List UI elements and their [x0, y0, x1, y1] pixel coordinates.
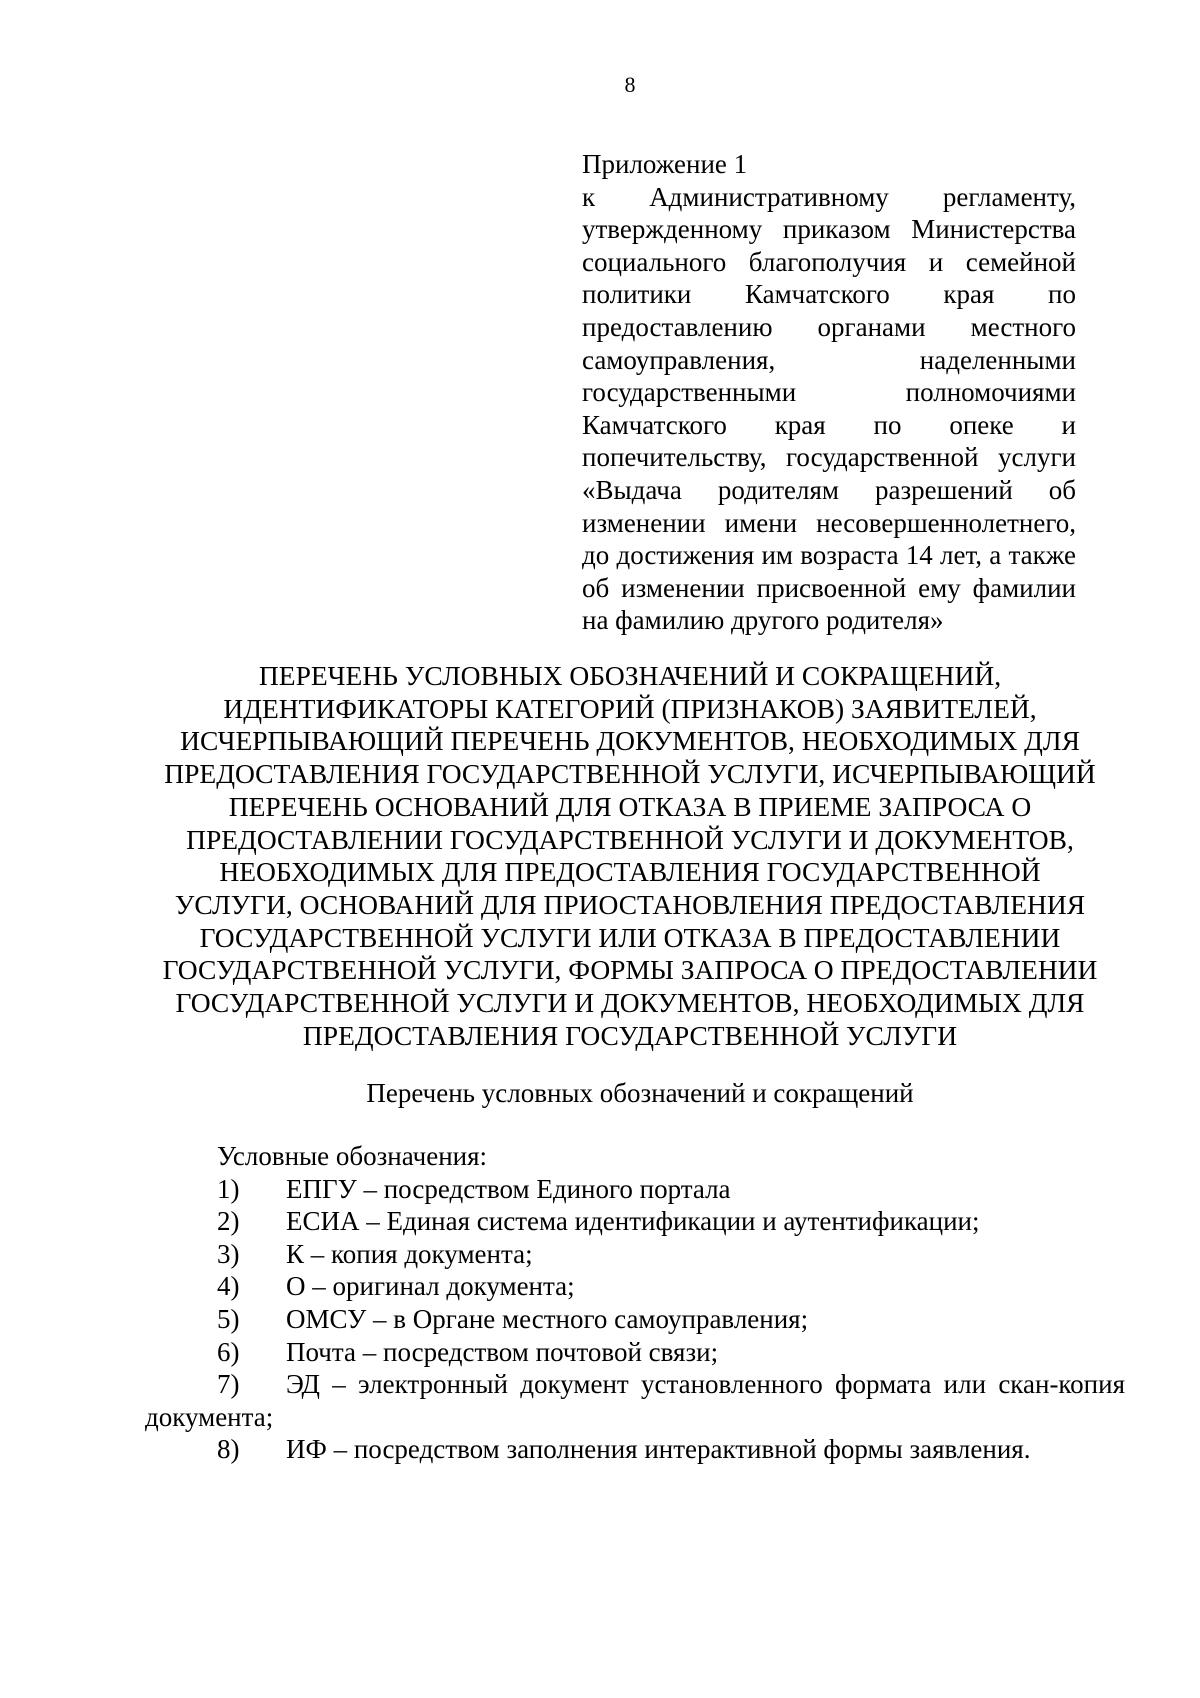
- list-item-number: 6): [217, 1336, 240, 1367]
- legend-heading: Условные обозначения:: [217, 1141, 488, 1171]
- list-item-number: 8): [217, 1434, 240, 1465]
- list-item-text: ЕПГУ – посредством Единого портала: [286, 1173, 731, 1204]
- list-item-number: 2): [217, 1206, 240, 1237]
- list-item: [145, 1238, 1125, 1271]
- list-item: [145, 1205, 1125, 1238]
- list-item: [145, 1368, 1125, 1433]
- list-item: [145, 1270, 1125, 1303]
- list-item-number: 7): [217, 1369, 240, 1400]
- title-line: ПЕРЕЧЕНЬ ОСНОВАНИЙ ДЛЯ ОТКАЗА В ПРИЕМЕ ЗАПРОСА О: [228, 790, 1032, 822]
- list-item: [145, 1433, 1125, 1466]
- title-line: НЕОБХОДИМЫХ ДЛЯ ПРЕДОСТАВЛЕНИЯ ГОСУДАРСТВЕННОЙ: [219, 856, 1041, 888]
- list-item-text: ЭД – электронный документ установленного формата или скан-копия документа;: [145, 1369, 1125, 1432]
- legend-list: [145, 1140, 1125, 1466]
- title-line: ГОСУДАРСТВЕННОЙ УСЛУГИ, ФОРМЫ ЗАПРОСА О ПРЕДОСТАВЛЕНИИ: [162, 954, 1098, 986]
- title-line: ПЕРЕЧЕНЬ УСЛОВНЫХ ОБОЗНАЧЕНИЙ И СОКРАЩЕНИЙ,: [258, 660, 1002, 691]
- list-item: [145, 1336, 1125, 1369]
- list-item-number: 5): [217, 1303, 240, 1334]
- page-number: 8: [624, 72, 636, 97]
- appendix-body: к Административному регламенту, утвержденному приказом Министерства социального благополучия и семейной политики Камчатского края по предоставлению органами местного самоуправления, наделенными государственными полномочиями Камчатского края по опеке и попечительству, государственной услуги «Выдача родителям разрешений об изменении имени несовершеннолетнего, до достижения им возраста 14 лет, а также об изменении присвоенной ему фамилии на фамилию другого родителя»: [582, 181, 1076, 636]
- list-item-text: ОМСУ – в Органе местного самоуправления;: [286, 1303, 809, 1334]
- appendix-block: [582, 148, 1076, 637]
- appendix-title: Приложение 1: [582, 149, 748, 179]
- title-line: УСЛУГИ, ОСНОВАНИЙ ДЛЯ ПРИОСТАНОВЛЕНИЯ ПРЕДОСТАВЛЕНИЯ: [174, 888, 1086, 920]
- title-line: ПРЕДОСТАВЛЕНИЯ ГОСУДАРСТВЕННОЙ УСЛУГИ, ИСЧЕРПЫВАЮЩИЙ: [164, 758, 1096, 790]
- document-title: [130, 660, 1130, 1052]
- list-item-text: Почта – посредством почтовой связи;: [286, 1336, 719, 1367]
- title-line: ПРЕДОСТАВЛЕНИЯ ГОСУДАРСТВЕННОЙ УСЛУГИ: [302, 1019, 958, 1051]
- section-subtitle: Перечень условных обозначений и сокращений: [366, 1078, 914, 1108]
- list-item-number: 3): [217, 1238, 240, 1269]
- list-item-text: К – копия документа;: [286, 1238, 533, 1269]
- title-line: ГОСУДАРСТВЕННОЙ УСЛУГИ И ДОКУМЕНТОВ, НЕОБХОДИМЫХ ДЛЯ: [175, 987, 1085, 1019]
- list-item-number: 1): [217, 1173, 240, 1204]
- list-item-text: ЕСИА – Единая система идентификации и аутентификации;: [286, 1206, 980, 1237]
- title-line: ИСЧЕРПЫВАЮЩИЙ ПЕРЕЧЕНЬ ДОКУМЕНТОВ, НЕОБХОДИМЫХ ДЛЯ: [180, 725, 1080, 757]
- list-item-text: ИФ – посредством заполнения интерактивной формы заявления.: [286, 1434, 1031, 1465]
- list-item-text: О – оригинал документа;: [286, 1271, 575, 1302]
- list-item: [145, 1303, 1125, 1336]
- title-line: ИДЕНТИФИКАТОРЫ КАТЕГОРИЙ (ПРИЗНАКОВ) ЗАЯВИТЕЛЕЙ,: [223, 692, 1037, 724]
- list-item-number: 4): [217, 1271, 240, 1302]
- title-line: ГОСУДАРСТВЕННОЙ УСЛУГИ ИЛИ ОТКАЗА В ПРЕДОСТАВЛЕНИИ: [199, 921, 1061, 953]
- list-item: [145, 1173, 1125, 1206]
- title-line: ПРЕДОСТАВЛЕНИИ ГОСУДАРСТВЕННОЙ УСЛУГИ И ДОКУМЕНТОВ,: [186, 823, 1074, 855]
